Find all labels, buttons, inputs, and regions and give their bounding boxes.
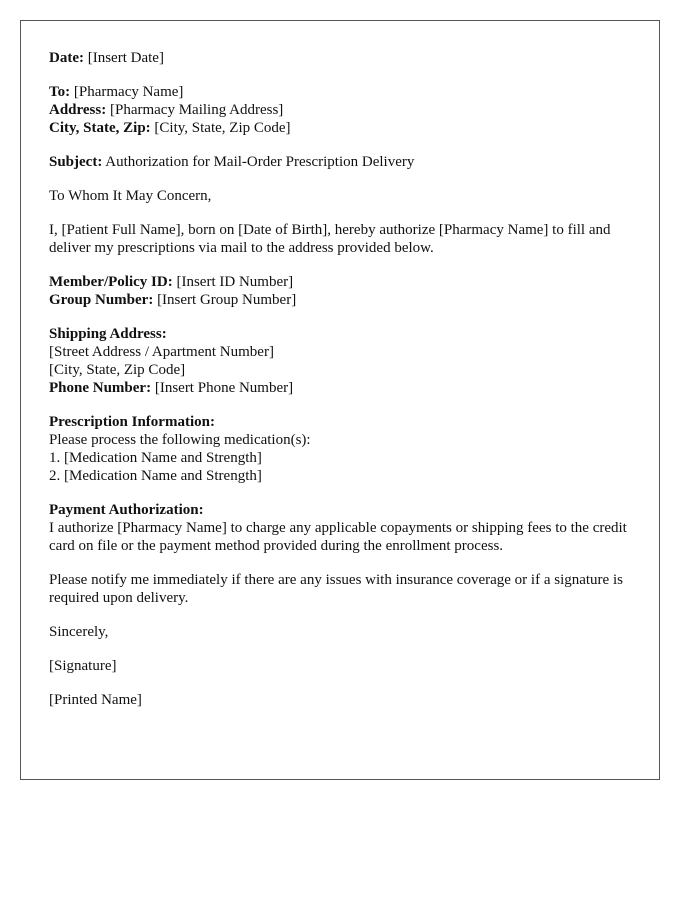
payment-block [49,501,631,555]
member-id-label: Member/Policy ID: [49,274,173,290]
prescription-instruction: Please process the following medication(s): [49,432,311,448]
to-line [49,83,631,101]
recipient-block [49,83,631,137]
payment-text: I authorize [Pharmacy Name] to charge any applicable copayments or shipping fees to the credit card on file or the payment method provided during the enrollment process. [49,520,627,554]
medication-item: 1. [Medication Name and Strength] [49,450,262,466]
shipping-address-label: Shipping Address: [49,326,167,342]
closing: Sincerely, [49,624,109,640]
shipping-block [49,325,631,397]
letter-document [20,20,660,780]
intro-paragraph: I, [Patient Full Name], born on [Date of Birth], hereby authorize [Pharmacy Name] to fill and deliver my prescriptions via mail to the address provided below. [49,222,611,256]
phone-label: Phone Number: [49,380,152,396]
to-value: [Pharmacy Name] [73,84,184,100]
member-id-value: [Insert ID Number] [176,274,294,290]
address-value: [Pharmacy Mailing Address] [109,102,284,118]
address-label: Address: [49,102,107,118]
to-label: To: [49,84,71,100]
city-state-zip-value: [City, State, Zip Code] [154,120,291,136]
member-id-line [49,273,631,291]
phone-value: [Insert Phone Number] [154,380,294,396]
subject-line [49,153,631,171]
phone-line [49,379,631,397]
prescription-label: Prescription Information: [49,414,215,430]
group-number-label: Group Number: [49,292,154,308]
subject-block [49,153,631,171]
member-block [49,273,631,309]
date-block [49,49,631,67]
date-line [49,49,631,67]
city-state-zip-line [49,119,631,137]
date-value: [Insert Date] [87,50,164,66]
signature-placeholder: [Signature] [49,658,117,674]
group-number-line [49,291,631,309]
subject-value: Authorization for Mail-Order Prescription Delivery [105,154,415,170]
printed-name-placeholder: [Printed Name] [49,692,142,708]
date-label: Date: [49,50,84,66]
shipping-city-state-zip: [City, State, Zip Code] [49,362,186,378]
payment-label: Payment Authorization: [49,502,204,518]
subject-label: Subject: [49,154,103,170]
group-number-value: [Insert Group Number] [157,292,297,308]
shipping-street: [Street Address / Apartment Number] [49,344,274,360]
prescription-block [49,413,631,485]
address-line [49,101,631,119]
medication-item: 2. [Medication Name and Strength] [49,468,262,484]
greeting: To Whom It May Concern, [49,188,212,204]
notice-paragraph: Please notify me immediately if there are any issues with insurance coverage or if a signature is required upon delivery. [49,572,623,606]
city-state-zip-label: City, State, Zip: [49,120,151,136]
